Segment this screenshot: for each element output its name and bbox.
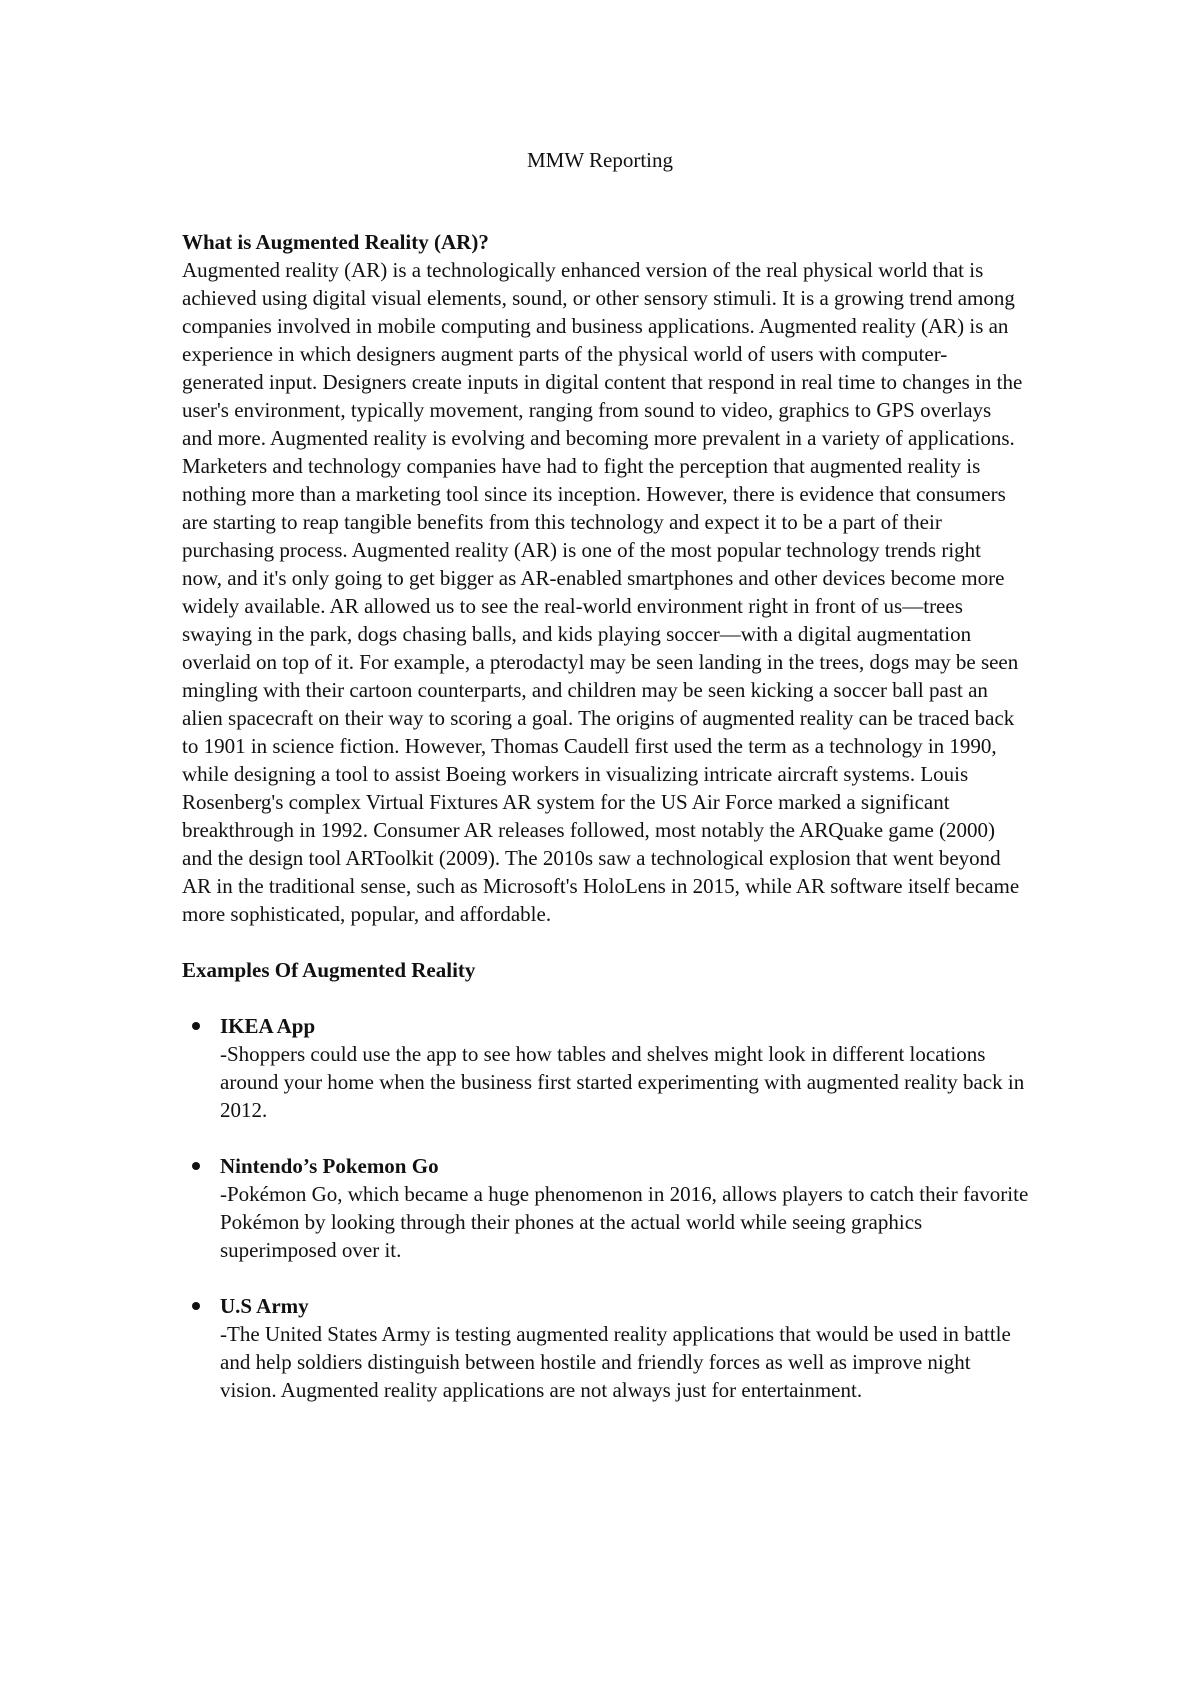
examples-list: [182, 1012, 1032, 1404]
document-title: MMW Reporting: [526, 148, 674, 172]
list-item: [220, 1152, 1032, 1264]
list-item: [220, 1292, 1032, 1404]
example-title: IKEA App: [220, 1014, 316, 1038]
document-content: [182, 228, 1032, 1404]
section-heading-what-is-ar: What is Augmented Reality (AR)?: [182, 230, 489, 254]
section-heading-examples: Examples Of Augmented Reality: [182, 958, 476, 982]
example-title: U.S Army: [220, 1294, 309, 1318]
example-description: -Shoppers could use the app to see how tables and shelves might look in different locations around your home when the business first started experimenting with augmented reality back in 2012.: [220, 1042, 1025, 1122]
example-description: -Pokémon Go, which became a huge phenomenon in 2016, allows players to catch their favorite Pokémon by looking through their phones at the actual world while seeing graphics superimposed over it.: [220, 1182, 1029, 1262]
bullet-icon: [192, 1302, 200, 1310]
example-title: Nintendo’s Pokemon Go: [220, 1154, 439, 1178]
section-body-what-is-ar: Augmented reality (AR) is a technologically enhanced version of the real physical world that is achieved using digital visual elements, sound, or other sensory stimuli. It is a growing trend among companies involved in mobile computing and business applications. Augmented reality (AR) is an experience in which designers augment parts of the physical world of users with computer-generated input. Designers create inputs in digital content that respond in real time to changes in the user's environment, typically movement, ranging from sound to video, graphics to GPS overlays and more. Augmented reality is evolving and becoming more prevalent in a variety of applications. Marketers and technology companies have had to fight the perception that augmented reality is nothing more than a marketing tool since its inception. However, there is evidence that consumers are starting to reap tangible benefits from this technology and expect it to be a part of their purchasing process. Augmented reality (AR) is one of the most popular technology trends right now, and it's only going to get bigger as AR-enabled smartphones and other devices become more widely available. AR allowed us to see the real-world environment right in front of us—trees swaying in the park, dogs chasing balls, and kids playing soccer—with a digital augmentation overlaid on top of it. For example, a pterodactyl may be seen landing in the trees, dogs may be seen mingling with their cartoon counterparts, and children may be seen kicking a soccer ball past an alien spacecraft on their way to scoring a goal. The origins of augmented reality can be traced back to 1901 in science fiction. However, Thomas Caudell first used the term as a technology in 1990, while designing a tool to assist Boeing workers in visualizing intricate aircraft systems. Louis Rosenberg's complex Virtual Fixtures AR system for the US Air Force marked a significant breakthrough in 1992. Consumer AR releases followed, most notably the ARQuake game (2000) and the design tool ARToolkit (2009). The 2010s saw a technological explosion that went beyond AR in the traditional sense, such as Microsoft's HoloLens in 2015, while AR software itself became more sophisticated, popular, and affordable.: [182, 258, 1023, 926]
bullet-icon: [192, 1162, 200, 1170]
list-item: [220, 1012, 1032, 1124]
example-description: -The United States Army is testing augmented reality applications that would be used in battle and help soldiers distinguish between hostile and friendly forces as well as improve night vision. Augmented reality applications are not always just for entertainment.: [220, 1322, 1011, 1402]
bullet-icon: [192, 1022, 200, 1030]
